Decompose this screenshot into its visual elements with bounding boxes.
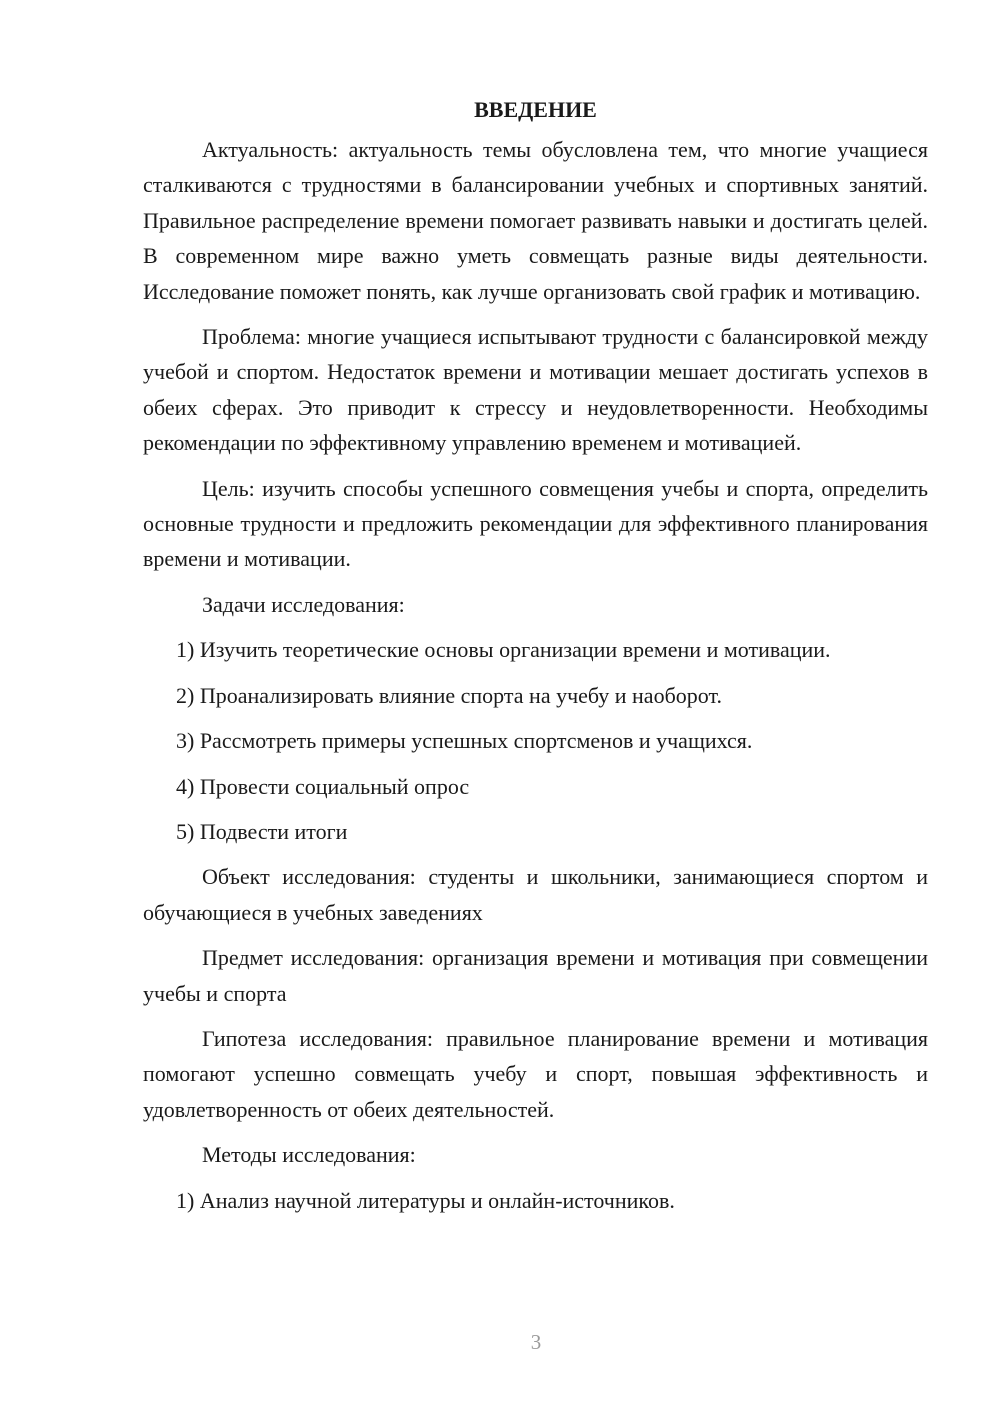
methods-title: Методы исследования:: [202, 1142, 416, 1168]
tasks-title: Задачи исследования:: [202, 591, 405, 617]
page-heading: ВВЕДЕНИЕ: [474, 97, 597, 122]
goal-paragraph: Цель: изучить способы успешного совмещения учебы и спорта, определить основные трудности и предложить рекомендации для эффективного планирования времени и мотивации.: [143, 475, 928, 572]
page-number: 3: [530, 1330, 542, 1354]
object-paragraph: Объект исследования: студенты и школьники, занимающиеся спортом и обучающиеся в учебных заведениях: [143, 864, 928, 925]
subject-paragraph: Предмет исследования: организация времени и мотивация при совмещении учебы и спорта: [143, 945, 928, 1006]
task-item: 5) Подвести итоги: [176, 818, 348, 844]
hypothesis-paragraph: Гипотеза исследования: правильное планирование времени и мотивация помогают успешно совмещать учебу и спорт, повышая эффективность и удовлетворенность от обеих деятельностей.: [143, 1025, 928, 1122]
problem-paragraph: Проблема: многие учащиеся испытывают трудности с балансировкой между учебой и спортом. Недостаток времени и мотивации мешает достигать успехов в обеих сферах. Это приводит к стрессу и неудовлетворенности. Необходимы рекомендации по эффективному управлению временем и мотивацией.: [143, 324, 928, 456]
page-content: [143, 92, 928, 1228]
task-item: 2) Проанализировать влияние спорта на учебу и наоборот.: [176, 682, 722, 708]
task-item: 3) Рассмотреть примеры успешных спортсменов и учащихся.: [176, 728, 753, 754]
task-item: 1) Изучить теоретические основы организации времени и мотивации.: [176, 637, 831, 663]
relevance-paragraph: Актуальность: актуальность темы обусловлена тем, что многие учащиеся сталкиваются с трудностями в балансировании учебных и спортивных занятий. Правильное распределение времени помогает развивать навыки и достигать целей. В современном мире важно уметь совмещать разные виды деятельности. Исследование поможет понять, как лучше организовать свой график и мотивацию.: [143, 137, 928, 304]
method-item: 1) Анализ научной литературы и онлайн-источников.: [176, 1187, 675, 1213]
task-item: 4) Провести социальный опрос: [176, 773, 470, 799]
